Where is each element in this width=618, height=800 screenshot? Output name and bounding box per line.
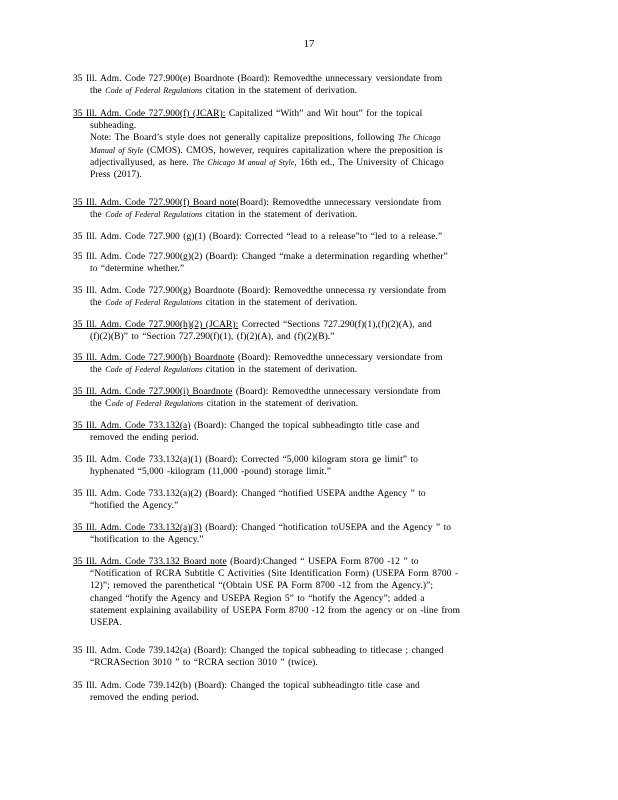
revision-entry [73, 108, 535, 181]
entry-text: Capitalized “With” and Wit hout” for the topical [225, 109, 423, 119]
entry-line [73, 297, 535, 309]
entry-line [73, 556, 535, 568]
entry-text: , 16th ed., The University of Chicago [294, 157, 444, 168]
revision-entry [73, 680, 535, 704]
revision-entry [73, 352, 535, 376]
entry-text: (Board): Changed the topical subheadingto title case and [190, 421, 420, 431]
entry-line: “hotified the Agency.” [90, 501, 179, 512]
book-title: Manual of Style [90, 145, 144, 155]
revision-entry [73, 556, 535, 629]
cfr-title: ode of Federal Regulations [111, 399, 204, 409]
entry-text: (Board): Removedthe unnecessary versiondate from [232, 387, 441, 397]
code-reference: 35 Ill. Adm. Code 727.900(h)(2) (JCAR): [73, 320, 239, 330]
revision-entry [73, 197, 535, 221]
cfr-title: Code of Federal Regulations [105, 298, 203, 308]
entry-line: to “determine whether.” [90, 264, 185, 275]
entry-line [73, 157, 535, 169]
entry-text: adjectivallyused, as here. [90, 157, 189, 168]
entry-line: 35 Ill. Adm. Code 739.142(b) (Board): Changed the topical subheadingto title case and [73, 681, 420, 691]
entry-line [73, 522, 535, 534]
entry-line: 35 Ill. Adm. Code 739.142(a) (Board): Changed the topical subheading to titlecase ; changed [73, 646, 444, 656]
revision-entry [73, 454, 535, 478]
entry-text: (Board): Removedthe unnecessary versiondate from [236, 198, 442, 208]
entry-line: Press (2017). [90, 170, 142, 181]
entry-text: citation in the statement of derivation. [206, 399, 359, 410]
revision-entry [73, 231, 535, 243]
entry-text: (CMOS). CMOS, however, requires capitalization where the preposition is [146, 145, 443, 156]
entry-line: 35 Ill. Adm. Code 727.900(g) Boardnote (Board): Removedthe unnecessa ry versiondate from [73, 286, 447, 296]
entry-text: citation in the statement of derivation. [205, 298, 358, 309]
entry-text: the [90, 298, 102, 309]
entry-line: 35 Ill. Adm. Code 727.900(e) Boardnote (Board): Removedthe unnecessary versiondate from [73, 74, 443, 84]
cfr-title: Code of Federal Regulations [105, 210, 203, 220]
entry-text: the [90, 86, 102, 97]
code-reference: 35 Ill. Adm. Code 727.900(f) (JCAR): [73, 109, 226, 119]
code-reference: 35 Ill. Adm. Code 727.900(h) Boardnote [73, 353, 235, 363]
entry-line: 35 Ill. Adm. Code 733.132(a)(1) (Board): Corrected “5,000 kilogram stora ge limit” to [73, 455, 418, 465]
entry-line: 35 Ill. Adm. Code 727.900 (g)(1) (Board): Corrected “lead to a release”to “led to a release.” [73, 232, 443, 242]
entry-line [73, 319, 535, 331]
entry-line [73, 386, 535, 398]
entry-text: (Board):Changed “ USEPA Form 8700 -12 ” to [226, 557, 419, 567]
code-reference: 35 Ill. Adm. Code 727.900(i) Boardnote [73, 387, 233, 397]
entry-line: removed the ending period. [90, 433, 199, 444]
entry-line: “RCRASection 3010 ” to “RCRA section 3010 ” (twice). [90, 658, 318, 669]
entry-text: (Board): Removedthe unnecessary versiondate from [234, 353, 443, 363]
entry-text: Note: The Board’s style does not generally capitalize prepositions, following [90, 133, 395, 144]
entry-text: citation in the statement of derivation. [205, 365, 358, 376]
cfr-title: Code of Federal Regulations [105, 86, 203, 96]
entry-text: Corrected “Sections 727.290(f)(1),(f)(2)(A), and [238, 320, 432, 330]
code-reference: 35 Ill. Adm. Code 733.132 Board note [73, 557, 227, 567]
revision-entry [73, 386, 535, 410]
entry-text: the [90, 210, 102, 221]
entry-line [73, 420, 535, 432]
entry-line [73, 108, 535, 120]
entry-line [73, 209, 535, 221]
book-title: The Chicago M anual of Style [192, 157, 295, 167]
book-title: The Chicago [397, 133, 441, 143]
code-reference: 35 Ill. Adm. Code 733.132(a) [73, 421, 191, 431]
entry-text: (Board): Changed “hotification toUSEPA and the Agency ” to [201, 523, 452, 533]
entry-line: 12)”; removed the parenthetical “(Obtain USE PA Form 8700 -12 from the Agency.)”; [90, 581, 434, 592]
entry-line [73, 85, 535, 97]
entry-line: USEPA. [90, 618, 122, 629]
revision-entry [73, 251, 535, 275]
revision-entry [73, 488, 535, 512]
revision-entry [73, 522, 535, 546]
entry-line [73, 197, 535, 209]
revision-entry [73, 73, 535, 97]
entry-line: changed “hotify the Agency and USEPA Region 5” to “hotify the Agency”; added a [90, 593, 425, 604]
entry-line [73, 364, 535, 376]
revision-entry [73, 319, 535, 343]
entry-line: “hotification to the Agency.” [90, 535, 204, 546]
revision-entry [73, 420, 535, 444]
revision-entry [73, 645, 535, 669]
entry-line: 35 Ill. Adm. Code 733.132(a)(2) (Board): Changed “hotified USEPA andthe Agency ” to [73, 489, 426, 499]
entry-line: “Notification of RCRA Subtitle C Activities (Site Identification Form) (USEPA Form 8700 - [90, 569, 459, 580]
entry-line [73, 132, 535, 144]
entry-text: the [90, 365, 102, 376]
page-number: 17 [303, 38, 315, 50]
entry-line [73, 398, 535, 410]
code-reference: 35 Ill. Adm. Code 727.900(f) Board note [73, 198, 237, 208]
revision-entry [73, 285, 535, 309]
entry-line [73, 145, 535, 157]
entry-line [73, 352, 535, 364]
entry-line: hyphenated “5,000 -kilogram (11,000 -pound) storage limit.” [90, 467, 332, 478]
entry-text: the C [90, 399, 112, 410]
entry-text: citation in the statement of derivation. [205, 86, 358, 97]
cfr-title: Code of Federal Regulations [105, 365, 203, 375]
entry-line: statement explaining availability of USEPA Form 8700 -12 from the agency or on -line from [90, 605, 461, 616]
entry-text: citation in the statement of derivation. [205, 210, 358, 221]
entry-line: removed the ending period. [90, 693, 199, 704]
code-reference: 35 Ill. Adm. Code 733.132(a)(3) [73, 523, 202, 533]
entry-line: 35 Ill. Adm. Code 727.900(g)(2) (Board): Changed “make a determination regarding whether” [73, 252, 448, 262]
entry-line: (f)(2)(B)” to “Section 727.290(f)(1), (f)(2)(A), and (f)(2)(B).” [90, 332, 335, 343]
entry-line: subheading. [90, 121, 137, 132]
